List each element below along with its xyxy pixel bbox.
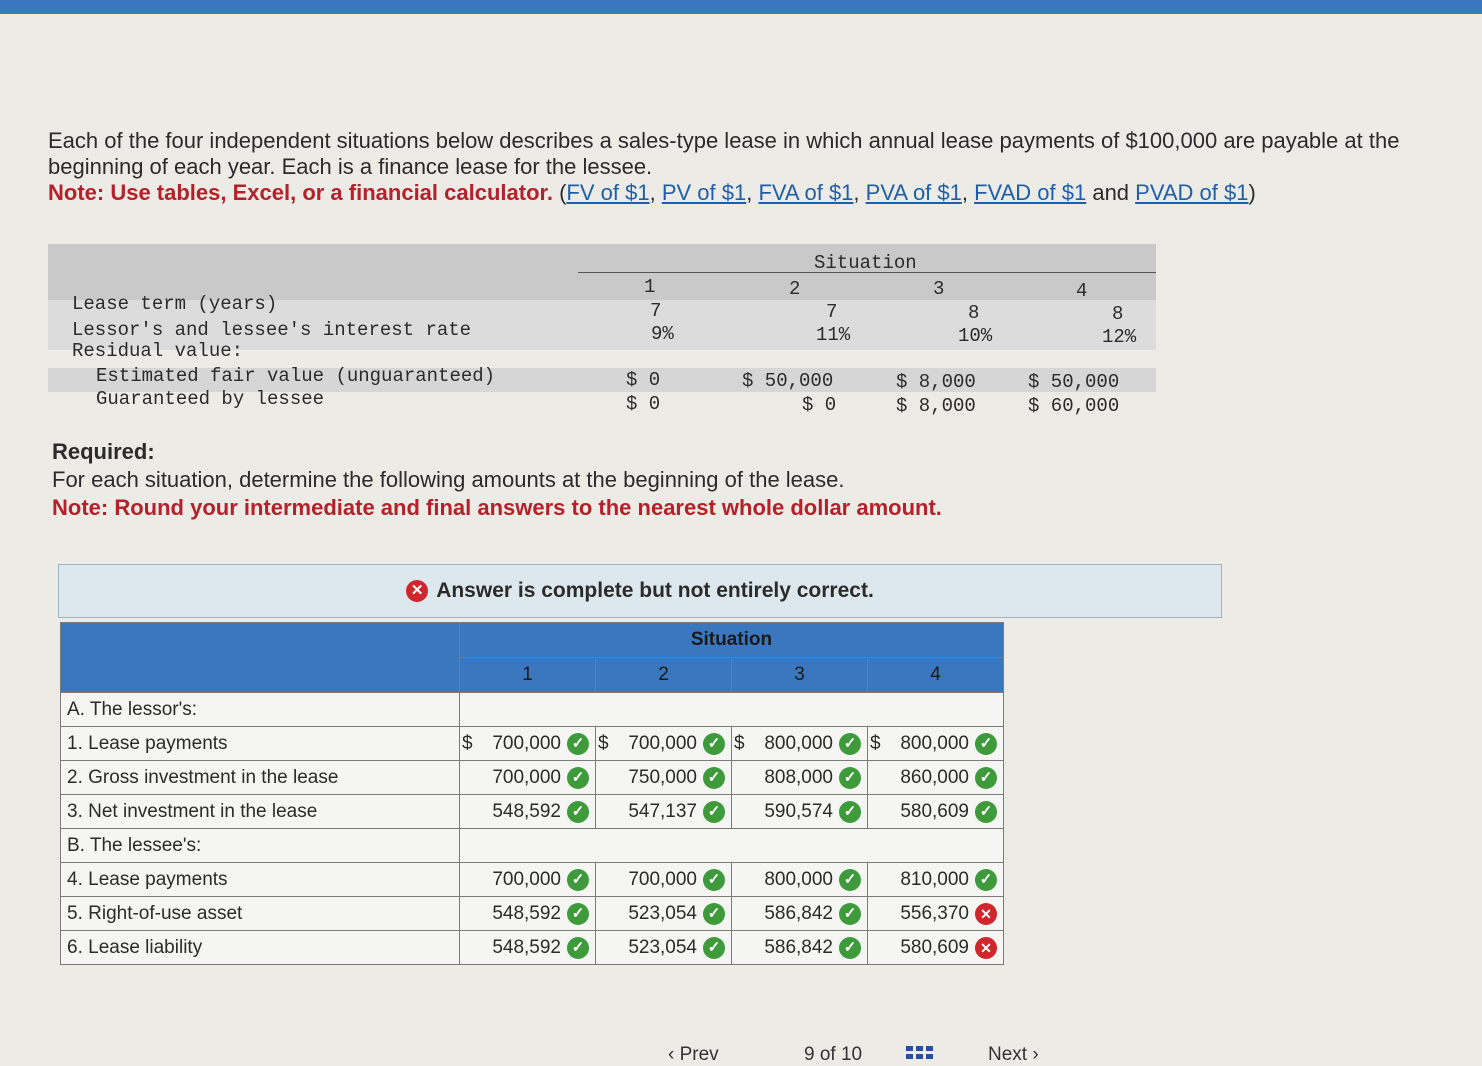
answer-cell[interactable]	[732, 761, 868, 795]
table-row	[61, 761, 1004, 795]
label-guaranteed: Guaranteed by lessee	[96, 388, 325, 410]
check-circle-icon: ✓	[567, 733, 589, 755]
answer-cell[interactable]	[732, 727, 868, 761]
check-circle-icon: ✓	[567, 767, 589, 789]
intro-text: Each of the four independent situations below describes a sales-type lease in which annual lease payments of $100,000 are payable at the beginning of each year. Each is a finance lease for the lessee.	[48, 128, 1400, 179]
link-pvad[interactable]: PVAD of $1	[1135, 180, 1249, 205]
answer-value: 700,000	[492, 766, 561, 788]
check-circle-icon: ✓	[703, 767, 725, 789]
table-row	[61, 863, 1004, 897]
check-circle-icon: ✓	[839, 733, 861, 755]
answer-value: 860,000	[900, 766, 969, 788]
answer-col-2: 2	[596, 658, 732, 693]
term-3: 8	[968, 302, 980, 324]
section-a-blank	[460, 693, 1004, 727]
dollar-sign: $	[734, 732, 745, 754]
required-section	[52, 438, 942, 522]
table-row	[61, 795, 1004, 829]
answer-cell[interactable]	[460, 863, 596, 897]
answer-value: 580,609	[900, 800, 969, 822]
estimated-1: $ 0	[626, 369, 661, 391]
data-situation-header: Situation	[814, 252, 917, 274]
check-circle-icon: ✓	[567, 801, 589, 823]
answer-col-4: 4	[868, 658, 1004, 693]
intro-note-line	[48, 180, 1468, 206]
answer-value: 523,054	[628, 902, 697, 924]
answer-cell[interactable]	[460, 727, 596, 761]
check-circle-icon: ✓	[567, 903, 589, 925]
answer-value: 523,054	[628, 936, 697, 958]
check-circle-icon: ✓	[703, 801, 725, 823]
answer-cell[interactable]	[460, 761, 596, 795]
check-circle-icon: ✓	[839, 937, 861, 959]
term-4: 8	[1112, 303, 1124, 325]
check-circle-icon: ✓	[703, 869, 725, 891]
link-fva[interactable]: FVA of $1	[758, 180, 854, 205]
page-indicator: 9 of 10	[804, 1044, 863, 1065]
answer-cell[interactable]	[596, 897, 732, 931]
next-button[interactable]: Next ›	[988, 1044, 1039, 1065]
answer-cell[interactable]	[596, 761, 732, 795]
answer-value: 580,609	[900, 936, 969, 958]
answer-col-3: 3	[732, 658, 868, 693]
term-2: 7	[826, 301, 838, 323]
guaranteed-2: $ 0	[802, 394, 837, 416]
row-label: 1. Lease payments	[61, 727, 460, 761]
answer-cell[interactable]	[868, 761, 1004, 795]
table-row	[61, 727, 1004, 761]
answer-cell[interactable]	[868, 727, 1004, 761]
rate-3: 10%	[958, 325, 993, 347]
answer-value: 800,000	[764, 868, 833, 890]
guaranteed-1: $ 0	[626, 393, 661, 415]
rate-2: 11%	[816, 324, 851, 346]
prev-button[interactable]: ‹ Prev	[668, 1044, 719, 1065]
link-pv[interactable]: PV of $1	[661, 180, 747, 205]
answer-value: 800,000	[764, 732, 833, 754]
section-b-blank	[460, 829, 1004, 863]
answer-value: 548,592	[492, 936, 561, 958]
answer-value: 800,000	[900, 732, 969, 754]
answer-value: 700,000	[492, 868, 561, 890]
row-label: 4. Lease payments	[61, 863, 460, 897]
section-b-label: B. The lessee's:	[61, 829, 460, 863]
required-title: Required:	[52, 439, 155, 464]
answer-value: 547,137	[628, 800, 697, 822]
section-a-label: A. The lessor's:	[61, 693, 460, 727]
rate-1: 9%	[651, 323, 674, 345]
answer-header-blank	[61, 623, 460, 693]
answer-cell[interactable]	[460, 897, 596, 931]
check-circle-icon: ✓	[703, 733, 725, 755]
answer-cell[interactable]	[732, 931, 868, 965]
answer-value: 808,000	[764, 766, 833, 788]
check-circle-icon: ✓	[975, 869, 997, 891]
x-circle-icon: ✕	[406, 580, 428, 602]
answer-cell[interactable]	[732, 863, 868, 897]
grid-icon[interactable]	[906, 1046, 934, 1060]
row-label: 5. Right-of-use asset	[61, 897, 460, 931]
answer-value: 750,000	[628, 766, 697, 788]
answer-value: 548,592	[492, 800, 561, 822]
table-row	[61, 931, 1004, 965]
answer-cell[interactable]	[732, 897, 868, 931]
check-circle-icon: ✓	[839, 869, 861, 891]
check-circle-icon: ✓	[839, 903, 861, 925]
estimated-3: $ 8,000	[896, 371, 976, 393]
x-circle-icon: ✕	[975, 937, 997, 959]
answer-status-banner	[58, 564, 1222, 618]
data-col-2: 2	[789, 278, 801, 300]
estimated-4: $ 50,000	[1028, 371, 1120, 393]
answer-cell[interactable]	[868, 863, 1004, 897]
answer-value: 556,370	[900, 902, 969, 924]
answer-cell[interactable]	[596, 863, 732, 897]
answer-table	[60, 622, 1004, 965]
answer-value: 700,000	[628, 868, 697, 890]
label-residual: Residual value:	[72, 340, 244, 362]
dollar-sign: $	[870, 732, 881, 754]
link-pva[interactable]: PVA of $1	[865, 180, 962, 205]
data-col-3: 3	[933, 278, 945, 300]
answer-cell[interactable]	[868, 897, 1004, 931]
answer-value: 810,000	[900, 868, 969, 890]
label-estimated: Estimated fair value (unguaranteed)	[96, 365, 496, 387]
required-note: Note: Round your intermediate and final answers to the nearest whole dollar amount.	[52, 495, 942, 520]
answer-value: 586,842	[764, 936, 833, 958]
label-interest-rate: Lessor's and lessee's interest rate	[72, 319, 472, 341]
guaranteed-4: $ 60,000	[1028, 395, 1120, 417]
rate-4: 12%	[1102, 326, 1137, 348]
question-intro	[48, 128, 1468, 206]
answer-header-situation: Situation	[460, 623, 1004, 658]
term-1: 7	[650, 300, 662, 322]
check-circle-icon: ✓	[975, 801, 997, 823]
answer-value: 700,000	[628, 732, 697, 754]
row-label: 2. Gross investment in the lease	[61, 761, 460, 795]
check-circle-icon: ✓	[703, 937, 725, 959]
link-fv[interactable]: FV of $1	[566, 180, 650, 205]
check-circle-icon: ✓	[839, 767, 861, 789]
data-col-1: 1	[644, 276, 656, 298]
guaranteed-3: $ 8,000	[896, 395, 976, 417]
answer-cell[interactable]	[732, 795, 868, 829]
answer-cell[interactable]	[596, 727, 732, 761]
row-label: 6. Lease liability	[61, 931, 460, 965]
table-links: (FV of $1, PV of $1, FVA of $1, PVA of $1, FVAD of $1 and PVAD of $1)	[559, 180, 1256, 205]
data-col-4: 4	[1076, 280, 1088, 302]
intro-note: Note: Use tables, Excel, or a financial calculator.	[48, 180, 553, 205]
table-row	[61, 897, 1004, 931]
answer-cell[interactable]	[596, 795, 732, 829]
answer-cell[interactable]	[868, 795, 1004, 829]
link-fvad[interactable]: FVAD of $1	[974, 180, 1087, 205]
answer-value: 548,592	[492, 902, 561, 924]
estimated-2: $ 50,000	[742, 370, 834, 392]
answer-col-1: 1	[460, 658, 596, 693]
row-label: 3. Net investment in the lease	[61, 795, 460, 829]
answer-cell[interactable]	[460, 931, 596, 965]
check-circle-icon: ✓	[975, 733, 997, 755]
top-accent-bar	[0, 0, 1482, 14]
dollar-sign: $	[462, 732, 473, 754]
check-circle-icon: ✓	[839, 801, 861, 823]
banner-text: Answer is complete but not entirely correct.	[436, 579, 874, 602]
answer-value: 700,000	[492, 732, 561, 754]
dollar-sign: $	[598, 732, 609, 754]
x-circle-icon: ✕	[975, 903, 997, 925]
answer-cell[interactable]	[596, 931, 732, 965]
check-circle-icon: ✓	[567, 869, 589, 891]
answer-value: 590,574	[764, 800, 833, 822]
answer-cell[interactable]	[868, 931, 1004, 965]
answer-cell[interactable]	[460, 795, 596, 829]
check-circle-icon: ✓	[567, 937, 589, 959]
required-text: For each situation, determine the following amounts at the beginning of the lease.	[52, 467, 845, 492]
check-circle-icon: ✓	[975, 767, 997, 789]
check-circle-icon: ✓	[703, 903, 725, 925]
answer-value: 586,842	[764, 902, 833, 924]
label-lease-term: Lease term (years)	[72, 293, 278, 315]
